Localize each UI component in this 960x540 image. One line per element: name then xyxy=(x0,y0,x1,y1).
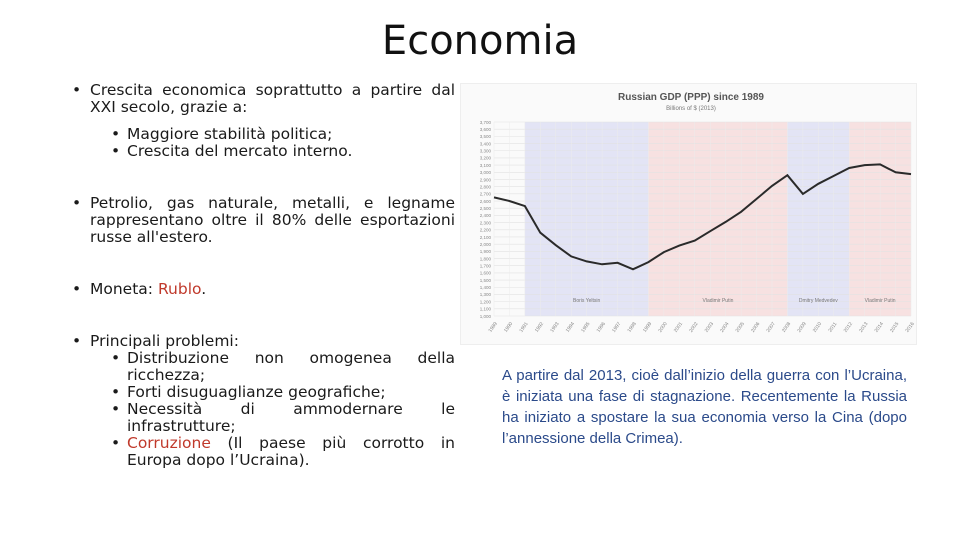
bullet-problems: • Principali problemi: xyxy=(70,333,455,350)
sub-bullet-distribution: • Distribuzione non omogenea della ricchezza; xyxy=(107,350,455,384)
y-tick-label: 2,500 xyxy=(479,206,491,212)
sub-bullet-internal-market: • Crescita del mercato interno. xyxy=(107,143,455,160)
currency-label: Moneta: xyxy=(90,280,158,298)
y-tick-label: 2,000 xyxy=(479,241,491,247)
x-tick-label: 1993 xyxy=(549,321,561,334)
y-tick-label: 1,300 xyxy=(479,292,491,298)
currency-value: Rublo xyxy=(157,280,202,298)
y-tick-label: 1,900 xyxy=(479,249,491,255)
y-tick-label: 2,600 xyxy=(479,198,491,204)
y-tick-label: 2,700 xyxy=(479,191,491,197)
y-tick-label: 1,600 xyxy=(479,270,491,276)
x-tick-label: 1990 xyxy=(502,321,515,334)
y-tick-label: 3,000 xyxy=(479,170,491,176)
y-tick-label: 2,100 xyxy=(479,234,491,240)
bullet-growth: • Crescita economica soprattutto a partire dal XXI secolo, grazie a: xyxy=(70,82,455,116)
y-tick-label: 1,000 xyxy=(479,313,491,319)
x-tick-label: 2013 xyxy=(858,321,870,334)
x-tick-label: 2003 xyxy=(703,321,716,334)
x-tick-label: 2015 xyxy=(889,321,901,334)
x-tick-label: 2014 xyxy=(873,321,885,334)
x-tick-label: 2000 xyxy=(657,321,669,334)
y-tick-label: 1,200 xyxy=(479,299,491,305)
y-tick-label: 3,400 xyxy=(479,141,491,147)
y-tick-label: 3,300 xyxy=(479,148,491,154)
x-tick-label: 2004 xyxy=(719,321,731,334)
x-tick-label: 2002 xyxy=(688,321,700,334)
y-tick-label: 3,100 xyxy=(479,162,491,168)
period-label: Vladimir Putin xyxy=(864,298,896,304)
x-tick-label: 2011 xyxy=(827,321,839,334)
y-tick-label: 1,400 xyxy=(479,285,491,291)
x-tick-label: 1999 xyxy=(641,321,654,334)
y-tick-label: 3,600 xyxy=(479,126,491,132)
x-tick-label: 2005 xyxy=(734,321,746,334)
x-tick-label: 2009 xyxy=(796,321,808,334)
x-tick-label: 1991 xyxy=(518,321,530,334)
x-tick-label: 2006 xyxy=(750,321,762,334)
period-label: Vladimir Putin xyxy=(702,298,734,304)
x-tick-label: 2016 xyxy=(904,321,916,334)
period-label: Dmitry Medvedev xyxy=(798,298,838,304)
y-tick-label: 1,700 xyxy=(479,263,491,269)
y-tick-label: 2,800 xyxy=(479,184,491,190)
bullet-exports: • Petrolio, gas naturale, metalli, e legname rappresentano oltre il 80% delle esportazioni russe all'estero. xyxy=(70,195,455,246)
period-band xyxy=(648,122,787,316)
gdp-chart xyxy=(460,83,917,345)
x-tick-label: 2008 xyxy=(780,321,793,334)
x-tick-label: 1989 xyxy=(487,321,499,334)
bullet-list xyxy=(70,82,455,469)
bullet-currency xyxy=(70,281,455,298)
y-tick-label: 1,100 xyxy=(479,306,491,312)
x-tick-label: 2007 xyxy=(765,321,777,334)
y-tick-label: 1,800 xyxy=(479,256,491,262)
x-tick-label: 1994 xyxy=(564,321,577,334)
chart-subtitle: Billions of $ (2013) xyxy=(666,106,716,112)
corruption-word: Corruzione xyxy=(127,434,211,452)
period-label: Boris Yeltsin xyxy=(573,298,601,304)
x-tick-label: 1998 xyxy=(626,321,638,334)
sub-bullet-political-stability: • Maggiore stabilità politica; xyxy=(107,126,455,143)
y-tick-label: 2,900 xyxy=(479,177,491,183)
sub-bullet-corruption xyxy=(107,435,455,469)
x-tick-label: 1992 xyxy=(533,321,546,334)
x-tick-label: 1997 xyxy=(611,321,623,334)
y-tick-label: 2,300 xyxy=(479,220,491,226)
x-tick-label: 2012 xyxy=(842,321,855,334)
sub-bullet-inequality: • Forti disuguaglianze geografiche; xyxy=(107,384,455,401)
x-tick-label: 2001 xyxy=(672,321,685,334)
y-tick-label: 3,500 xyxy=(479,134,491,140)
sub-bullet-infrastructure: • Necessità di ammodernare le infrastrutture; xyxy=(107,401,455,435)
y-tick-label: 3,700 xyxy=(479,119,491,125)
y-tick-label: 2,400 xyxy=(479,213,491,219)
x-tick-label: 1996 xyxy=(595,321,607,334)
chart-title: Russian GDP (PPP) since 1989 xyxy=(618,92,764,103)
x-tick-label: 1995 xyxy=(580,321,592,334)
y-tick-label: 1,500 xyxy=(479,277,491,283)
currency-suffix: . xyxy=(201,280,207,298)
corruption-text: (Il paese più corrotto in Europa dopo l’Ucraina). xyxy=(127,434,455,469)
y-tick-label: 3,200 xyxy=(479,155,491,161)
gdp-chart-svg xyxy=(461,84,916,344)
y-tick-label: 2,200 xyxy=(479,227,491,233)
chart-caption: A partire dal 2013, cioè dall’inizio della guerra con l’Ucraina, è iniziata una fase di stagnazione. Recentemente la Russia ha iniziato a spostare la sua economia verso la Cina (dopo l’annessione della Crimea). xyxy=(502,367,907,447)
page-title: Economia xyxy=(381,18,579,64)
x-tick-label: 2010 xyxy=(811,321,824,334)
